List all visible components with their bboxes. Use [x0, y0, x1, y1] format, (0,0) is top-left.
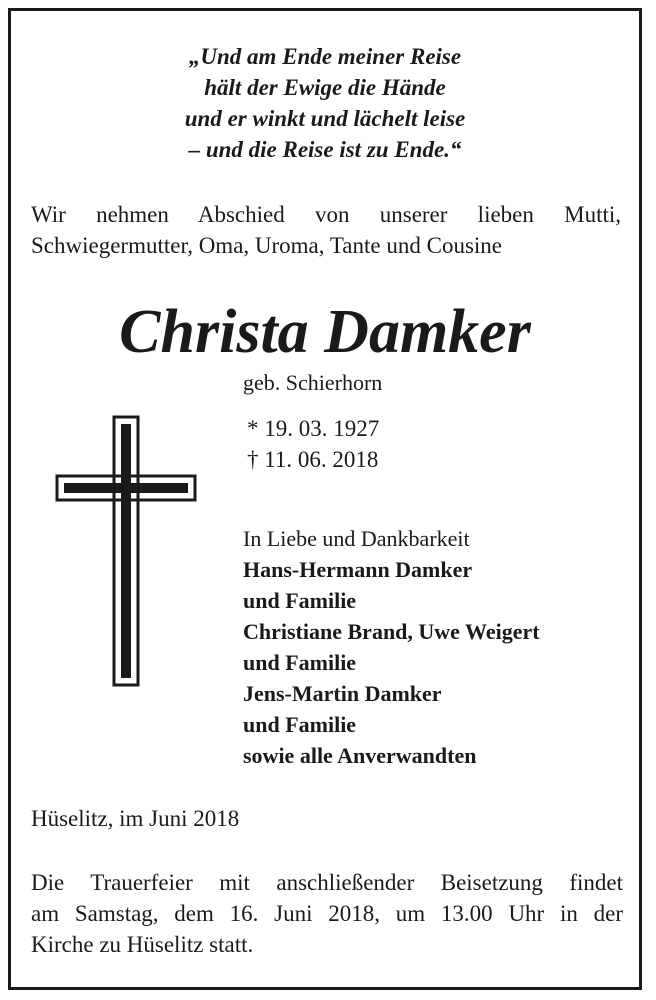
- place-and-date: Hüselitz, im Juni 2018: [31, 806, 240, 831]
- ceremony-line: Die Trauerfeier mit anschließender Beisetzung findet: [31, 870, 623, 895]
- quote-line: – und die Reise ist zu Ende.“: [188, 137, 462, 162]
- funeral-ceremony-info: [31, 867, 623, 960]
- quote-line: hält der Ewige die Hände: [204, 75, 446, 100]
- signer-line: Christiane Brand, Uwe Weigert: [243, 619, 540, 644]
- memorial-quote: [11, 41, 639, 165]
- ceremony-line: Kirche zu Hüselitz statt.: [31, 932, 254, 957]
- ceremony-line: am Samstag, dem 16. Juni 2018, um 13.00 Uhr in der: [31, 901, 623, 926]
- mourners-list: [243, 523, 540, 771]
- signers-intro: In Liebe und Dankbarkeit: [243, 526, 470, 551]
- signer-line: und Familie: [243, 650, 357, 675]
- quote-line: und er winkt und lächelt leise: [184, 106, 466, 131]
- life-dates: [247, 413, 379, 475]
- signer-line: Jens-Martin Damker: [243, 681, 442, 706]
- farewell-intro: [31, 199, 621, 261]
- quote-line: „Und am Ende meiner Reise: [188, 44, 462, 69]
- signer-line: sowie alle Anverwandten: [243, 743, 477, 768]
- signer-line: und Familie: [243, 712, 357, 737]
- deceased-name: Christa Damker: [119, 298, 531, 366]
- latin-cross-icon: [55, 415, 197, 687]
- birth-date: * 19. 03. 1927: [247, 416, 380, 441]
- birth-name: geb. Schierhorn: [243, 370, 383, 395]
- intro-line: Wir nehmen Abschied von unserer lieben Mutti,: [31, 202, 621, 227]
- intro-line: Schwiegermutter, Oma, Uroma, Tante und Cousine: [31, 233, 502, 258]
- signer-line: und Familie: [243, 588, 357, 613]
- obituary-notice: [8, 8, 642, 990]
- death-date: † 11. 06. 2018: [247, 447, 379, 472]
- signer-line: Hans-Hermann Damker: [243, 557, 473, 582]
